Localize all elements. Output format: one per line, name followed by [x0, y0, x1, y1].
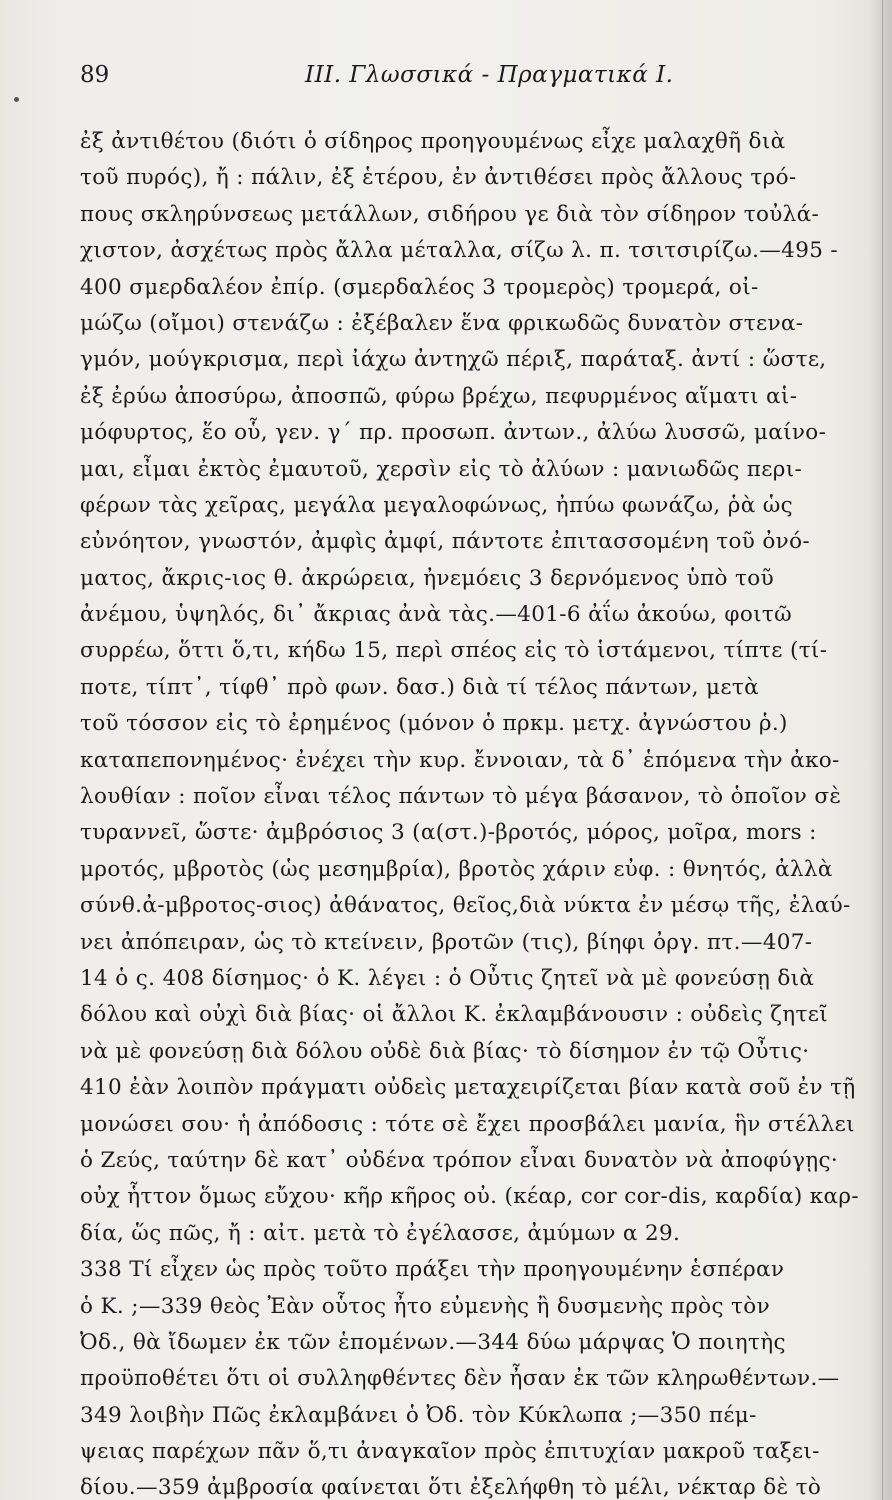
- text-line: 338 Τί εἶχεν ὡς πρὸς τοῦτο πράξει τὴν προηγουμένην ἑσπέραν: [80, 1257, 785, 1283]
- text-line: δία, ὥς πῶς, ἤ : αἰτ. μετὰ τὸ ἐγέλασσε, ἀμύμων α 29.: [80, 1220, 681, 1246]
- margin-dot: [14, 97, 19, 102]
- text-line: νὰ μὲ φονεύσῃ διὰ δόλου οὐδὲ διὰ βίας· τὸ δίσημον ἐν τῷ Οὖτις·: [80, 1038, 810, 1064]
- text-line: ὁ Κ. ;—339 θεὸς Ἐὰν οὗτος ἦτο εὐμενὴς ἢ δυσμενὴς πρὸς τὸν: [80, 1293, 771, 1319]
- text-line: δίου.—359 ἀμβροσία φαίνεται ὅτι ἐξελήφθη τὸ μέλι, νέκταρ δὲ τὸ: [80, 1475, 822, 1500]
- commentary-text: [80, 124, 875, 1500]
- text-line: μροτός, μβροτὸς (ὡς μεσημβρία), βροτὸς χάριν εὐφ. : θνητός, ἀλλὰ: [80, 856, 833, 882]
- page-number: 89: [80, 62, 110, 88]
- text-line: ἐξ ἀντιθέτου (διότι ὁ σίδηρος προηγουμένως εἶχε μαλαχθῆ διὰ: [80, 129, 786, 154]
- text-line: οὐχ ἧττον ὅμως εὔχου· κῆρ κῆρος οὐ. (κέαρ, cor cor-dis, καρδία) καρ-: [80, 1184, 860, 1210]
- text-line: τοῦ πυρός), ἤ : πάλιν, ἐξ ἑτέρου, ἐν ἀντιθέσει πρὸς ἄλλους τρό-: [80, 165, 797, 191]
- running-title: ΙΙΙ. Γλωσσικά - Πραγματικά Ι.: [305, 62, 674, 88]
- text-line: μόφυρτος, ἕο οὗ, γεν. γ΄ πρ. προσωπ. ἀντων., ἀλύω λυσσῶ, μαίνο-: [80, 420, 827, 446]
- text-line: ματος, ἄκρις-ιος θ. ἀκρώρεια, ἠνεμόεις 3 δερνόμενος ὑπὸ τοῦ: [80, 565, 774, 591]
- text-line: 400 σμερδαλέον ἐπίρ. (σμερδαλέος 3 τρομερὸς) τρομερά, οἰ-: [80, 274, 759, 300]
- text-line: πους σκληρύνσεως μετάλλων, σιδήρου γε διὰ τὸν σίδηρον τοὐλά-: [80, 201, 820, 227]
- text-line: συρρέω, ὅττι ὅ,τι, κήδω 15, περὶ σπέος εἰς τὸ ἱστάμενοι, τίπτε (τί-: [80, 638, 828, 664]
- text-line: Ὀδ., θὰ ἴδωμεν ἐκ τῶν ἑπομένων.—344 δύω μάρψας Ὁ ποιητὴς: [80, 1329, 786, 1355]
- text-line: τυραννεῖ, ὥστε· ἀμβρόσιος 3 (α(στ.)-βροτός, μόρος, μοῖρα, mors :: [80, 820, 817, 846]
- text-line: καταπεπονημένος· ἐνέχει τὴν κυρ. ἔννοιαν, τὰ δ᾽ ἑπόμενα τὴν ἀκο-: [80, 747, 840, 773]
- text-line: γμόν, μούγκρισμα, περὶ ἰάχω ἀντηχῶ πέριξ, παράταξ. ἀντί : ὥστε,: [80, 347, 827, 373]
- text-line: μώζω (οἴμοι) στενάζω : ἐξέβαλεν ἕνα φρικωδῶς δυνατὸν στενα-: [80, 310, 804, 336]
- page-header: [80, 62, 800, 96]
- text-line: 349 λοιβὴν Πῶς ἐκλαμβάνει ὁ Ὀδ. τὸν Κύκλωπα ;—350 πέμ-: [80, 1402, 757, 1428]
- text-line: φέρων τὰς χεῖρας, μεγάλα μεγαλοφώνως, ἠπύω φωνάζω, ῥὰ ὡς: [80, 492, 794, 518]
- text-line: σύνθ.ἀ-μβροτος-σιος) ἀθάνατος, θεῖος,διὰ νύκτα ἐν μέσῳ τῆς, ἐλαύ-: [80, 893, 851, 919]
- text-line: ἐξ ἐρύω ἀποσύρω, ἀποσπῶ, φύρω βρέχω, πεφυρμένος αἵματι αἱ-: [80, 383, 798, 409]
- text-line: μαι, εἶμαι ἐκτὸς ἐμαυτοῦ, χερσὶν εἰς τὸ ἀλύων : μανιωδῶς περι-: [80, 456, 803, 482]
- page-edge-line: [882, 0, 883, 1500]
- text-line: ποτε, τίπτ᾽, τίφθ᾽ πρὸ φων. δασ.) διὰ τί τέλος πάντων, μετὰ: [80, 674, 759, 700]
- text-line: προϋποθέτει ὅτι οἱ συλληφθέντες δὲν ἦσαν ἐκ τῶν κληρωθέντων.—: [80, 1366, 840, 1392]
- text-line: 14 ὁ ς. 408 δίσημος· ὁ Κ. λέγει : ὁ Οὖτις ζητεῖ νὰ μὲ φονεύσῃ διὰ: [80, 965, 815, 991]
- text-line: δόλου καὶ οὐχὶ διὰ βίας· οἱ ἄλλοι Κ. ἐκλαμβάνουσιν : οὐδεὶς ζητεῖ: [80, 1002, 828, 1028]
- text-line: τοῦ τόσσον εἰς τὸ ἐρημένος (μόνον ὁ πρκμ. μετχ. ἀγνώστου ῥ.): [80, 711, 788, 737]
- text-line: ὁ Ζεύς, ταύτην δὲ κατ᾽ οὐδένα τρόπον εἶναι δυνατὸν νὰ ἀποφύγῃς·: [80, 1147, 839, 1173]
- text-line: μονώσει σου· ἡ ἀπόδοσις : τότε σὲ ἔχει προσβάλει μανία, ἣν στέλλει: [80, 1111, 855, 1137]
- text-line: εὐνόητον, γνωστόν, ἀμφὶς ἀμφί, πάντοτε ἐπιτασσομένη τοῦ ὀνό-: [80, 529, 810, 555]
- text-line: λουθίαν : ποῖον εἶναι τέλος πάντων τὸ μέγα βάσανον, τὸ ὁποῖον σὲ: [80, 784, 842, 810]
- text-line: 410 ἐὰν λοιπὸν πράγματι οὐδεὶς μεταχειρίζεται βίαν κατὰ σοῦ ἐν τῇ: [80, 1075, 856, 1101]
- text-line: ψειας παρέχων πᾶν ὅ,τι ἀναγκαῖον πρὸς ἐπιτυχίαν μακροῦ ταξει-: [80, 1439, 820, 1465]
- text-line: ἀνέμου, ὑψηλός, δι᾽ ἄκριας ἀνὰ τὰς.—401-6 ἀΐω ἀκούω, φοιτῶ: [80, 602, 793, 628]
- text-line: νει ἀπόπειραν, ὡς τὸ κτείνειν, βροτῶν (τις), βίηφι ὀργ. πτ.—407-: [80, 929, 813, 955]
- text-line: χιστον, ἀσχέτως πρὸς ἄλλα μέταλλα, σίζω λ. π. τσιτσιρίζω.—495 -: [80, 238, 839, 264]
